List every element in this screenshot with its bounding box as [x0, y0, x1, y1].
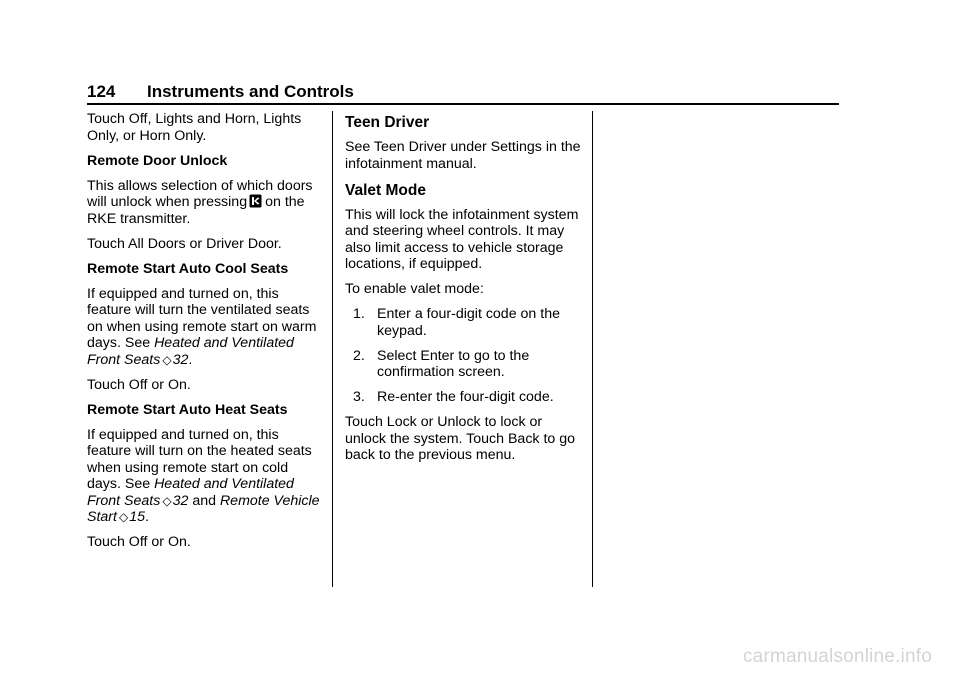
remote-vehicle-start-link[interactable]: Remote Vehicle Start: [87, 492, 320, 525]
step-text: Select Enter to go to the confirmation screen.: [377, 347, 530, 380]
page-reference-icon: ◇: [118, 510, 129, 524]
watermark: carmanualsonline.info: [742, 646, 932, 667]
page-header: [87, 82, 839, 104]
heated-ventilated-seats-link[interactable]: Heated and Ventilated Front Seats: [87, 476, 294, 509]
teen-driver-text: See Teen Driver under Settings in the infotainment manual.: [345, 139, 581, 172]
left-column: [87, 111, 323, 559]
remote-door-unlock-text-2: on the RKE transmitter.: [87, 194, 305, 227]
page-number: 124: [87, 82, 116, 101]
teen-driver-heading: Teen Driver: [345, 114, 430, 131]
valet-enable-intro: To enable valet mode:: [345, 281, 484, 297]
list-item: [345, 389, 583, 406]
remote-door-unlock-text-1: This allows selection of which doors will unlock when pressing: [87, 177, 313, 210]
off-on-options-2: Touch Off or On.: [87, 534, 191, 550]
step-text: Enter a four-digit code on the keypad.: [377, 306, 560, 339]
auto-cool-seats-text: If equipped and turned on, this feature will turn the ventilated seats on when using remote start on warm days. See Heated and Ventilated Front Seats ◇32.: [87, 285, 317, 368]
list-item: [345, 348, 583, 381]
auto-cool-body: If equipped and turned on, this feature will turn the ventilated seats on when using remote start on warm days. See: [87, 285, 317, 351]
auto-heat-body: If equipped and turned on, this feature will turn on the heated seats when using remote start on cold days. See: [87, 426, 312, 492]
page-ref-number[interactable]: 32: [172, 492, 189, 509]
step-text: Re-enter the four-digit code.: [377, 389, 554, 405]
page-ref-number[interactable]: 32: [172, 351, 189, 368]
chapter-title: Instruments and Controls: [147, 82, 354, 101]
right-column: [345, 111, 583, 472]
page-reference-icon: ◇: [162, 352, 172, 367]
valet-mode-heading: Valet Mode: [345, 181, 426, 199]
step-number: 1.: [353, 306, 365, 322]
valet-steps-list: [345, 306, 583, 406]
remote-door-unlock-text: [87, 178, 323, 228]
page-reference-icon: ◇: [162, 493, 172, 508]
list-item: [345, 306, 583, 339]
step-number: 3.: [353, 389, 365, 405]
auto-heat-seats-text: If equipped and turned on, this feature will turn on the heated seats when using remote start on cold days. See Heated and Ventilated Front Seats ◇32 and Remote Vehicle Start ◇15.: [87, 426, 320, 525]
all-doors-options: Touch All Doors or Driver Door.: [87, 235, 282, 252]
off-on-options-1: Touch Off or On.: [87, 376, 191, 393]
page-ref-number[interactable]: 15: [129, 509, 145, 525]
conjunction-text: and: [192, 492, 216, 509]
step-number: 2.: [353, 347, 365, 364]
remote-door-unlock-heading: Remote Door Unlock: [87, 152, 228, 169]
auto-cool-seats-heading: Remote Start Auto Cool Seats: [87, 260, 289, 277]
header-rule: [87, 103, 839, 105]
valet-lock-text: Touch Lock or Unlock to lock or unlock the system. Touch Back to go back to the previous menu.: [345, 414, 576, 463]
column-divider-left: [332, 111, 333, 587]
lights-horn-options: Touch Off, Lights and Horn, Lights Only, or Horn Only.: [87, 111, 302, 144]
valet-mode-text: This will lock the infotainment system and steering wheel controls. It may also limit access to vehicle storage locations, if equipped.: [345, 206, 579, 272]
unlock-key-icon: [249, 194, 262, 208]
auto-heat-seats-heading: Remote Start Auto Heat Seats: [87, 401, 288, 418]
heated-ventilated-seats-link[interactable]: Heated and Ventilated Front Seats: [87, 335, 294, 368]
column-divider-right: [592, 111, 593, 587]
